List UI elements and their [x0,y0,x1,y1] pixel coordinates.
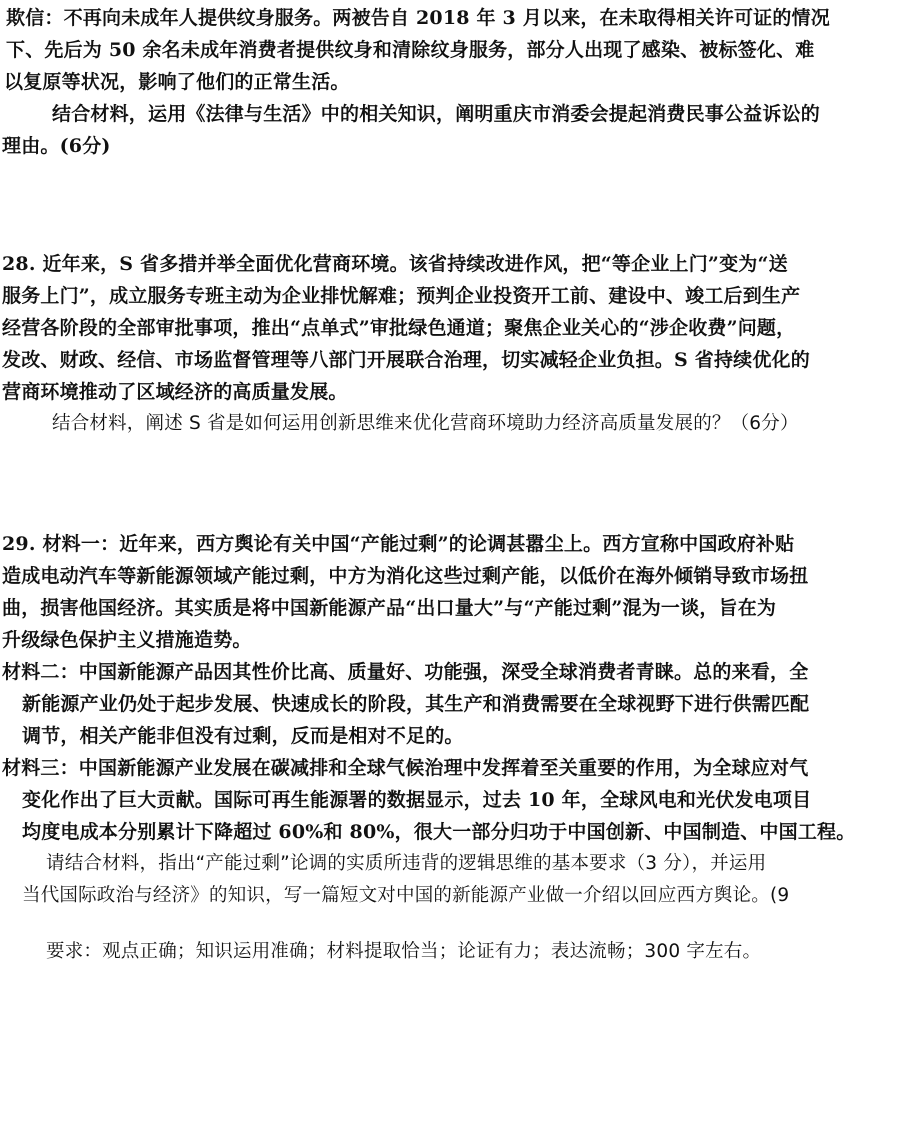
q27-line-2: 下、先后为 50 余名未成年消费者提供纹身和清除纹身服务，部分人出现了感染、被标签化、难 [6,39,815,61]
q29-material1-line-3: 曲，损害他国经济。其实质是将中国新能源产品“出口量大”与“产能过剩”混为一谈，旨在为 [2,597,777,619]
q27-line-3: 以复原等状况，影响了他们的正常生活。 [4,71,350,93]
q29-task-line-1: 请结合材料，指出“产能过剩”论调的实质所违背的逻辑思维的基本要求（3 分），并运用 [46,853,767,874]
q29-material3-line-3: 均度电成本分别累计下降超过 60%和 80%，很大一部分归功于中国创新、中国制造、中国工程。 [22,821,856,843]
q29-material1-line-4: 升级绿色保护主义措施造势。 [2,629,252,651]
q27-task-line-2: 理由。(6分) [2,135,111,157]
q28-line-4: 发改、财政、经信、市场监督管理等八部门开展联合治理，切实减轻企业负担。S 省持续优化的 [2,349,810,371]
q29-material2-line-1: 材料二：中国新能源产品因其性价比高、质量好、功能强，深受全球消费者青睐。总的来看，全 [2,661,809,683]
q29-material1-line-2: 造成电动汽车等新能源领域产能过剩，中方为消化这些过剩产能，以低价在海外倾销导致市场扭 [2,565,809,587]
q29-material2-line-2: 新能源产业仍处于起步发展、快速成长的阶段，其生产和消费需要在全球视野下进行供需匹配 [22,693,810,715]
q28-line-5: 营商环境推动了区域经济的高质量发展。 [2,381,348,403]
q27-task-line-1: 结合材料，运用《法律与生活》中的相关知识，阐明重庆市消委会提起消费民事公益诉讼的 [52,103,821,125]
q28-line-1: 28. 近年来，S 省多措并举全面优化营商环境。该省持续改进作风，把“等企业上门”变为“送 [2,253,788,275]
q28-line-3: 经营各阶段的全部审批事项，推出“点单式”审批绿色通道；聚焦企业关心的“涉企收费”问题， [2,317,796,339]
q27-line-1: 欺信：不再向未成年人提供纹身服务。两被告自 2018 年 3 月以来，在未取得相关许可证的情况 [6,7,830,29]
q29-material1-line-1: 29. 材料一：近年来，西方舆论有关中国“产能过剩”的论调甚嚣尘上。西方宣称中国政府补贴 [2,533,795,555]
q29-material3-line-1: 材料三：中国新能源产业发展在碳减排和全球气候治理中发挥着至关重要的作用，为全球应对气 [2,757,809,779]
q29-requirements: 要求：观点正确；知识运用准确；材料提取恰当；论证有力；表达流畅；300 字左右。 [46,941,762,962]
q29-material2-line-3: 调节，相关产能非但没有过剩，反而是相对不足的。 [22,725,464,747]
q28-line-2: 服务上门”，成立服务专班主动为企业排忧解难；预判企业投资开工前、建设中、竣工后到生产 [2,285,801,307]
q28-task: 结合材料，阐述 S 省是如何运用创新思维来优化营商环境助力经济高质量发展的？（6分） [52,413,799,434]
q29-task-line-2: 当代国际政治与经济》的知识，写一篇短文对中国的新能源产业做一介绍以回应西方舆论。(9 [22,885,790,906]
q29-material3-line-2: 变化作出了巨大贡献。国际可再生能源署的数据显示，过去 10 年，全球风电和光伏发电项目 [22,789,812,811]
